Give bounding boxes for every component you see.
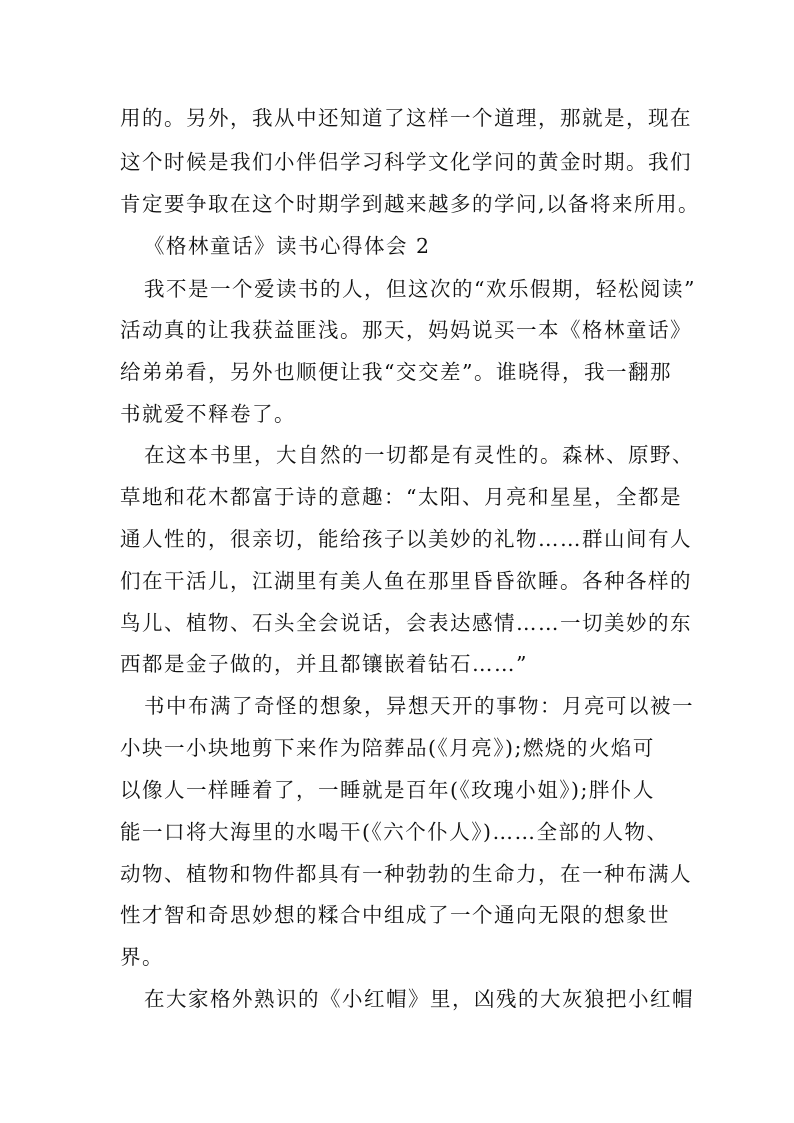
text-line: 在这本书里，大自然的一切都是有灵性的。森林、原野、: [144, 443, 694, 467]
text-line: 肯定要争取在这个时期学到越来越多的学问,以备将来所用。: [120, 192, 701, 216]
text-line: 通人性的，很亲切，能给孩子以美妙的礼物……群山间有人: [120, 527, 692, 551]
text-line: 小块一小块地剪下来作为陪葬品(《月亮》);燃烧的火焰可: [120, 736, 655, 760]
text-line: 们在干活儿，江湖里有美人鱼在那里昏昏欲睡。各种各样的: [120, 569, 692, 593]
text-line: 动物、植物和物件都具有一种勃勃的生命力，在一种布满人: [120, 862, 692, 886]
text-line: 鸟儿、植物、石头全会说话，会表达感情……一切美妙的东: [120, 611, 692, 635]
text-line: 能一口将大海里的水喝干(《六个仆人》)……全部的人物、: [120, 820, 669, 844]
text-line: 用的。另外，我从中还知道了这样一个道理，那就是，现在: [120, 106, 692, 130]
text-line: 书就爱不释卷了。: [120, 402, 296, 426]
text-line: 书中布满了奇怪的想象，异想天开的事物：月亮可以被一: [144, 694, 694, 718]
section-heading: 《格林童话》读书心得体会 2: [144, 234, 431, 258]
text-line: 这个时候是我们小伴侣学习科学文化学问的黄金时期。我们: [120, 150, 692, 174]
text-line: 以像人一样睡着了，一睡就是百年(《玫瑰小姐》);胖仆人: [120, 778, 655, 802]
text-line: 性才智和奇思妙想的糅合中组成了一个通向无限的想象世: [120, 903, 670, 927]
text-line: 活动真的让我获益匪浅。那天，妈妈说买一本《格林童话》: [120, 318, 692, 342]
text-line: 在大家格外熟识的《小红帽》里，凶残的大灰狼把小红帽: [144, 987, 694, 1011]
text-line: 草地和花木都富于诗的意趣：“太阳、月亮和星星，全都是: [120, 485, 682, 509]
text-line: 我不是一个爱读书的人，但这次的“欢乐假期，轻松阅读”: [144, 277, 696, 301]
text-line: 给弟弟看，另外也顺便让我“交交差”。谁晓得，我一翻那: [120, 360, 672, 384]
text-line: 界。: [120, 945, 164, 969]
text-line: 西都是金子做的，并且都镶嵌着钻石……”: [120, 652, 528, 676]
